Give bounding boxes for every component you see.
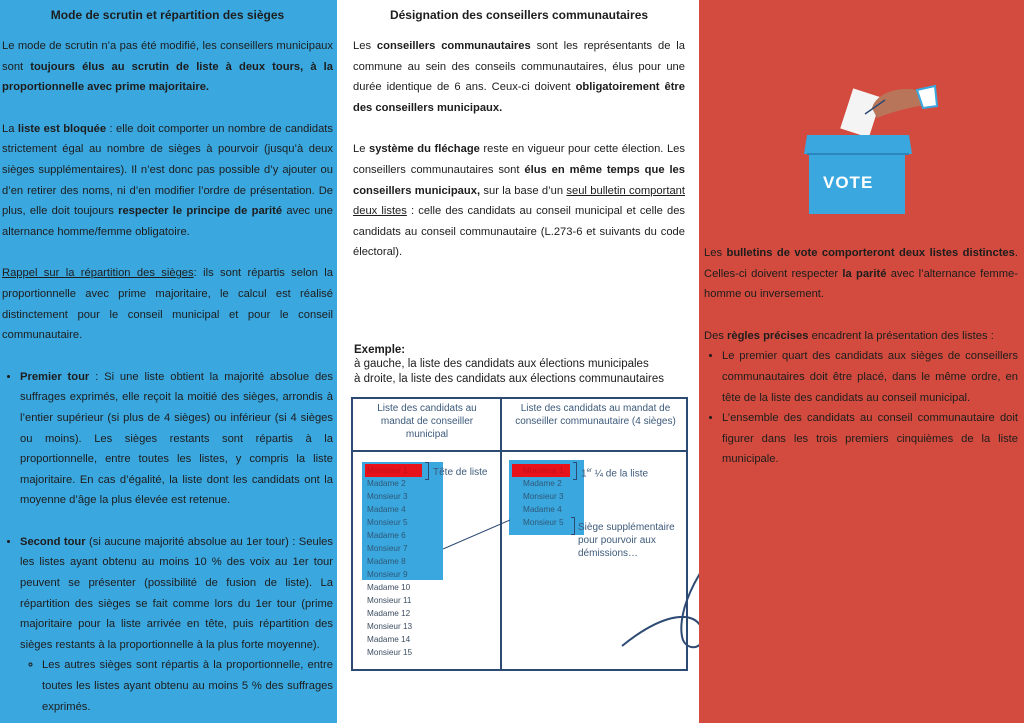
example-title: Exemple:	[354, 344, 406, 356]
municipal-candidate: Monsieur 13	[367, 622, 413, 631]
left-column	[0, 0, 337, 723]
municipal-candidate: Monsieur 11	[367, 596, 412, 605]
municipal-candidate: Monsieur 3	[367, 492, 408, 501]
round-list-2	[2, 532, 333, 717]
example-block	[354, 343, 694, 387]
head-note: Tête de liste	[433, 467, 488, 478]
connector-line	[353, 399, 690, 673]
municipal-candidate: Monsieur 1	[367, 466, 408, 475]
rules-list	[704, 346, 1018, 470]
example-line-2: à droite, la liste des candidats aux élections communautaires	[354, 373, 665, 385]
municipal-candidate: Madame 14	[367, 635, 411, 644]
ballot-box-lid	[804, 135, 912, 154]
left-paragraph-3: Rappel sur la répartition des sièges: ils sont répartis selon la proportionnelle avec prime majoritaire, le calcul est réalisé distinctement pour le conseil municipal et pour le conseil communautaire.	[2, 267, 333, 342]
community-candidate: Madame 2	[523, 479, 562, 488]
left-title: Mode de scrutin et répartition des sièges	[50, 8, 285, 22]
municipal-candidate: Madame 12	[367, 609, 411, 618]
sub-list	[20, 655, 333, 717]
ballot-label: VOTE	[823, 173, 874, 192]
municipal-candidate: Madame 8	[367, 557, 406, 566]
municipal-candidate: Monsieur 5	[367, 518, 408, 527]
municipal-candidate: Madame 6	[367, 531, 406, 540]
ballot-box-illustration	[797, 80, 937, 230]
round-list	[2, 367, 333, 511]
municipal-candidate: Monsieur 7	[367, 544, 408, 553]
community-candidate: Monsieur 5	[523, 518, 564, 527]
middle-title: Désignation des conseillers communautaires	[389, 8, 649, 22]
right-column	[699, 0, 1024, 723]
community-candidate: Madame 4	[523, 505, 562, 514]
example-table	[351, 397, 688, 671]
sub-list-item: ◦ Les autres sièges sont répartis à la proportionnelle, entre toutes les listes ayant obtenu au moins 5 % des suffrages exprimés.	[42, 655, 333, 717]
left-paragraph-1: Le mode de scrutin n’a pas été modifié, les conseillers municipaux sont toujours élus au scrutin de liste à deux tours, à la proportionnelle avec prime majoritaire.	[2, 40, 333, 94]
rule-item-1: • Le premier quart des candidats aux sièges de conseillers communautaires doit être placé, dans le même ordre, en tête de la liste des candidats au conseil municipal.	[722, 346, 1018, 408]
right-paragraph-2: Des règles précises encadrent la présentation des listes :	[704, 329, 994, 342]
header-municipal: Liste des candidats au mandat de conseiller municipal	[377, 403, 477, 440]
right-paragraph-1: Les bulletins de vote comporteront deux listes distinctes. Celles-ci doivent respecter la parité avec l’alternance femme-homme ou inversement.	[704, 247, 1018, 301]
extra-seat-note: Siège supplémentaire pour pourvoir aux démissions…	[578, 522, 675, 559]
header-community: Liste des candidats au mandat de conseiller communautaire (4 sièges)	[515, 403, 676, 427]
municipal-candidate: Monsieur 15	[367, 648, 413, 657]
middle-paragraph-1: Les conseillers communautaires sont les représentants de la commune au sein des conseils communautaires, élus pour une durée identique de 6 ans. Ceux-ci doivent obligatoirement être des conseillers municipaux.	[353, 40, 685, 114]
municipal-candidate: Madame 4	[367, 505, 406, 514]
rule-item-2: • L’ensemble des candidats au conseil communautaire doit figurer dans les trois premiers cinquièmes de la liste municipale.	[722, 408, 1018, 470]
community-candidate: Monsieur 1	[523, 466, 564, 475]
municipal-candidate: Madame 2	[367, 479, 406, 488]
community-candidate: Monsieur 3	[523, 492, 564, 501]
first-round-item: • Premier tour : Si une liste obtient la majorité absolue des suffrages exprimés, elle reçoit la moitié des sièges, arrondis à l’entier supérieur (si plus de 4 sièges) ou inférieur (si 4 sièges ou moins). Les sièges restants sont répartis à la proportionnelle, entre toutes les listes, y compris la liste majoritaire. En cas d’égalité, la liste dont les candidats ont la moyenne d’âge la plus élevée est retenue.	[20, 367, 333, 511]
left-paragraph-2: La liste est bloquée : elle doit comporter un nombre de candidats strictement égal au nombre de sièges à pourvoir (jusqu’à deux sièges supplémentaires). Il n’est donc pas possible d’y ajouter ou d’en retirer des noms, ni d’en modifier l’ordre de présentation. De plus, elle doit toujours respecter le principe de parité avec une alternance homme/femme obligatoire.	[2, 122, 333, 238]
quarter-note: 1er ¼ de la liste	[581, 468, 649, 480]
second-round-item: • Second tour (si aucune majorité absolue au 1er tour) : Seules les listes ayant obtenu au moins 10 % des voix au 1er tour peuvent se présenter (possibilité de fusion de liste). La répartition des sièges se fait comme lors du 1er tour (prime majoritaire pour la liste arrivée en tête, puis répartition des sièges restants à la proportionnelle à la plus forte moyenne). ◦ Les autres sièges sont répartis à la proportionnelle, entre toutes les listes ayant obtenu au moins 5 % des suffrages exprimés.	[20, 532, 333, 717]
municipal-candidate: Monsieur 9	[367, 570, 408, 579]
municipal-candidate: Madame 10	[367, 583, 411, 592]
middle-paragraph-2: Le système du fléchage reste en vigueur pour cette élection. Les conseillers communautaires sont élus en même temps que les conseillers municipaux, sur la base d’un seul bulletin comportant deux listes : celle des candidats au conseil municipal et celle des candidats au conseil communautaire (L.273-6 et suivants du code électoral).	[353, 143, 686, 259]
example-line-1: à gauche, la liste des candidats aux élections municipales	[354, 358, 649, 370]
